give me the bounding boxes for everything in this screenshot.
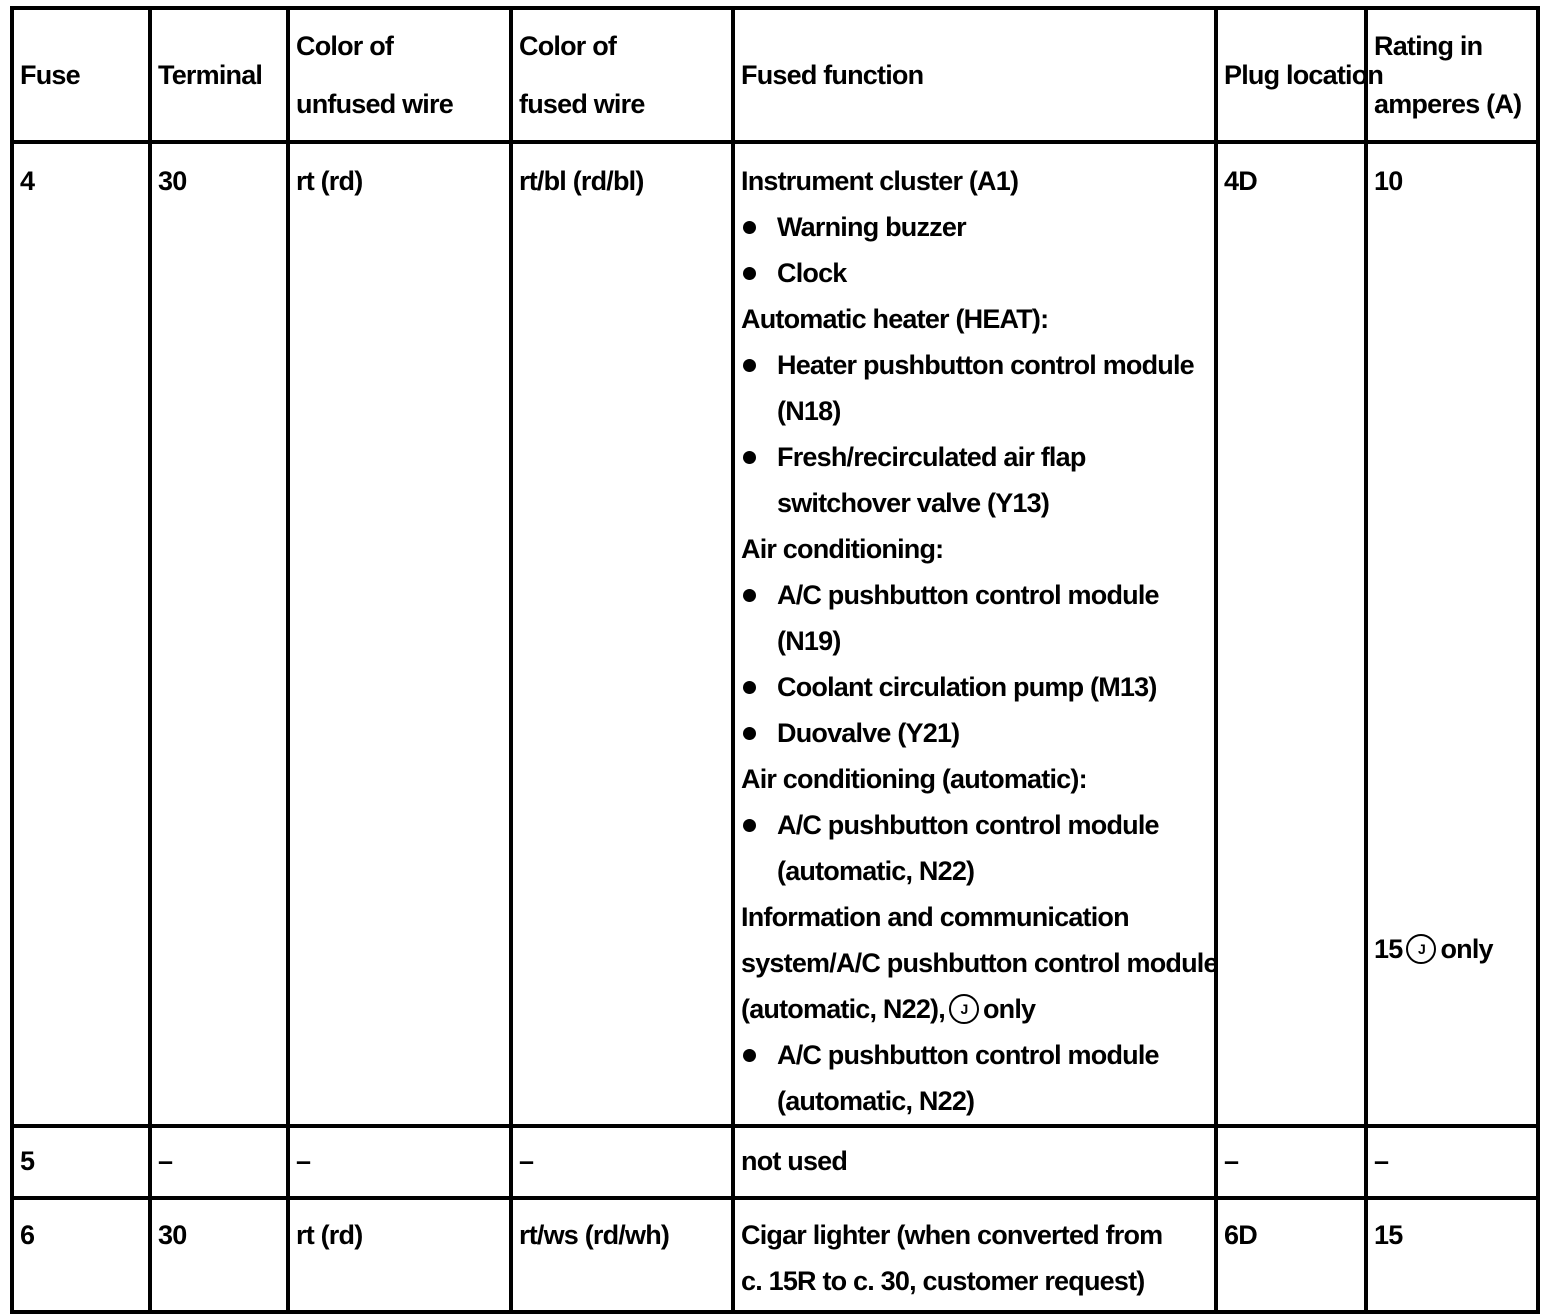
function-heading: Air conditioning: (741, 534, 944, 564)
cell-terminal: 30 (150, 142, 288, 1126)
header-terminal: Terminal (150, 8, 288, 142)
bullet-icon (743, 451, 756, 464)
function-heading: Information and communication (741, 902, 1129, 932)
function-heading: Air conditioning (automatic): (741, 764, 1087, 794)
bullet-icon (743, 1049, 756, 1062)
circle-j-icon: J (1406, 934, 1436, 964)
table-row-fuse-5 (12, 1126, 1538, 1198)
cell-fuse: 5 (12, 1126, 150, 1198)
cell-plug-location: 4D (1216, 142, 1366, 1126)
bullet-icon (743, 589, 756, 602)
list-item: A/C pushbutton control module (automatic, N22) (741, 802, 1208, 894)
cell-fused-wire: – (511, 1126, 733, 1198)
cell-terminal: – (150, 1126, 288, 1198)
table-row-fuse-4 (12, 142, 1538, 1126)
fuse-table (10, 6, 1540, 1314)
cell-fused-function: not used (733, 1126, 1216, 1198)
rating-value: 10 (1374, 166, 1403, 196)
cell-rating: 15 (1366, 1198, 1538, 1312)
list-item: A/C pushbutton control module (N19) (741, 572, 1208, 664)
function-heading: (automatic, N22), J only (741, 994, 1036, 1024)
cell-unfused-wire: rt (rd) (288, 1198, 511, 1312)
bullet-icon (743, 267, 756, 280)
list-item: Clock (741, 250, 1208, 296)
list-item: Heater pushbutton control module (N18) (741, 342, 1208, 434)
header-fused-function: Fused function (733, 8, 1216, 142)
bullet-icon (743, 727, 756, 740)
function-heading: Instrument cluster (A1) (741, 166, 1019, 196)
list-item: Fresh/recirculated air flap switchover valve (Y13) (741, 434, 1208, 526)
list-item: Duovalve (Y21) (741, 710, 1208, 756)
bullet-icon (743, 221, 756, 234)
cell-unfused-wire: rt (rd) (288, 142, 511, 1126)
cell-plug-location: 6D (1216, 1198, 1366, 1312)
bullet-icon (743, 681, 756, 694)
bullet-icon (743, 359, 756, 372)
cell-rating (1366, 142, 1538, 1126)
rating-alt-value: 15 J only (1374, 934, 1493, 964)
header-row (12, 8, 1538, 142)
list-item: Warning buzzer (741, 204, 1208, 250)
function-heading: system/A/C pushbutton control module (741, 948, 1218, 978)
cell-fused-function (733, 142, 1216, 1126)
cell-fused-wire: rt/ws (rd/wh) (511, 1198, 733, 1312)
header-plug-location: Plug location (1216, 8, 1366, 142)
cell-rating: – (1366, 1126, 1538, 1198)
list-item: Coolant circulation pump (M13) (741, 664, 1208, 710)
cell-fused-function: Cigar lighter (when converted from c. 15R to c. 30, customer request) (733, 1198, 1216, 1312)
cell-fuse: 6 (12, 1198, 150, 1312)
header-fuse: Fuse (12, 8, 150, 142)
list-item: A/C pushbutton control module (automatic, N22) (741, 1032, 1208, 1124)
cell-plug-location: – (1216, 1126, 1366, 1198)
header-unfused-wire: Color of unfused wire (288, 8, 511, 142)
header-rating: Rating in amperes (A) (1366, 8, 1538, 142)
header-fused-wire: Color of fused wire (511, 8, 733, 142)
function-heading: Automatic heater (HEAT): (741, 304, 1049, 334)
cell-unfused-wire: – (288, 1126, 511, 1198)
cell-fuse: 4 (12, 142, 150, 1126)
table-row-fuse-6 (12, 1198, 1538, 1312)
circle-j-icon: J (949, 994, 979, 1024)
cell-fused-wire: rt/bl (rd/bl) (511, 142, 733, 1126)
cell-terminal: 30 (150, 1198, 288, 1312)
bullet-icon (743, 819, 756, 832)
